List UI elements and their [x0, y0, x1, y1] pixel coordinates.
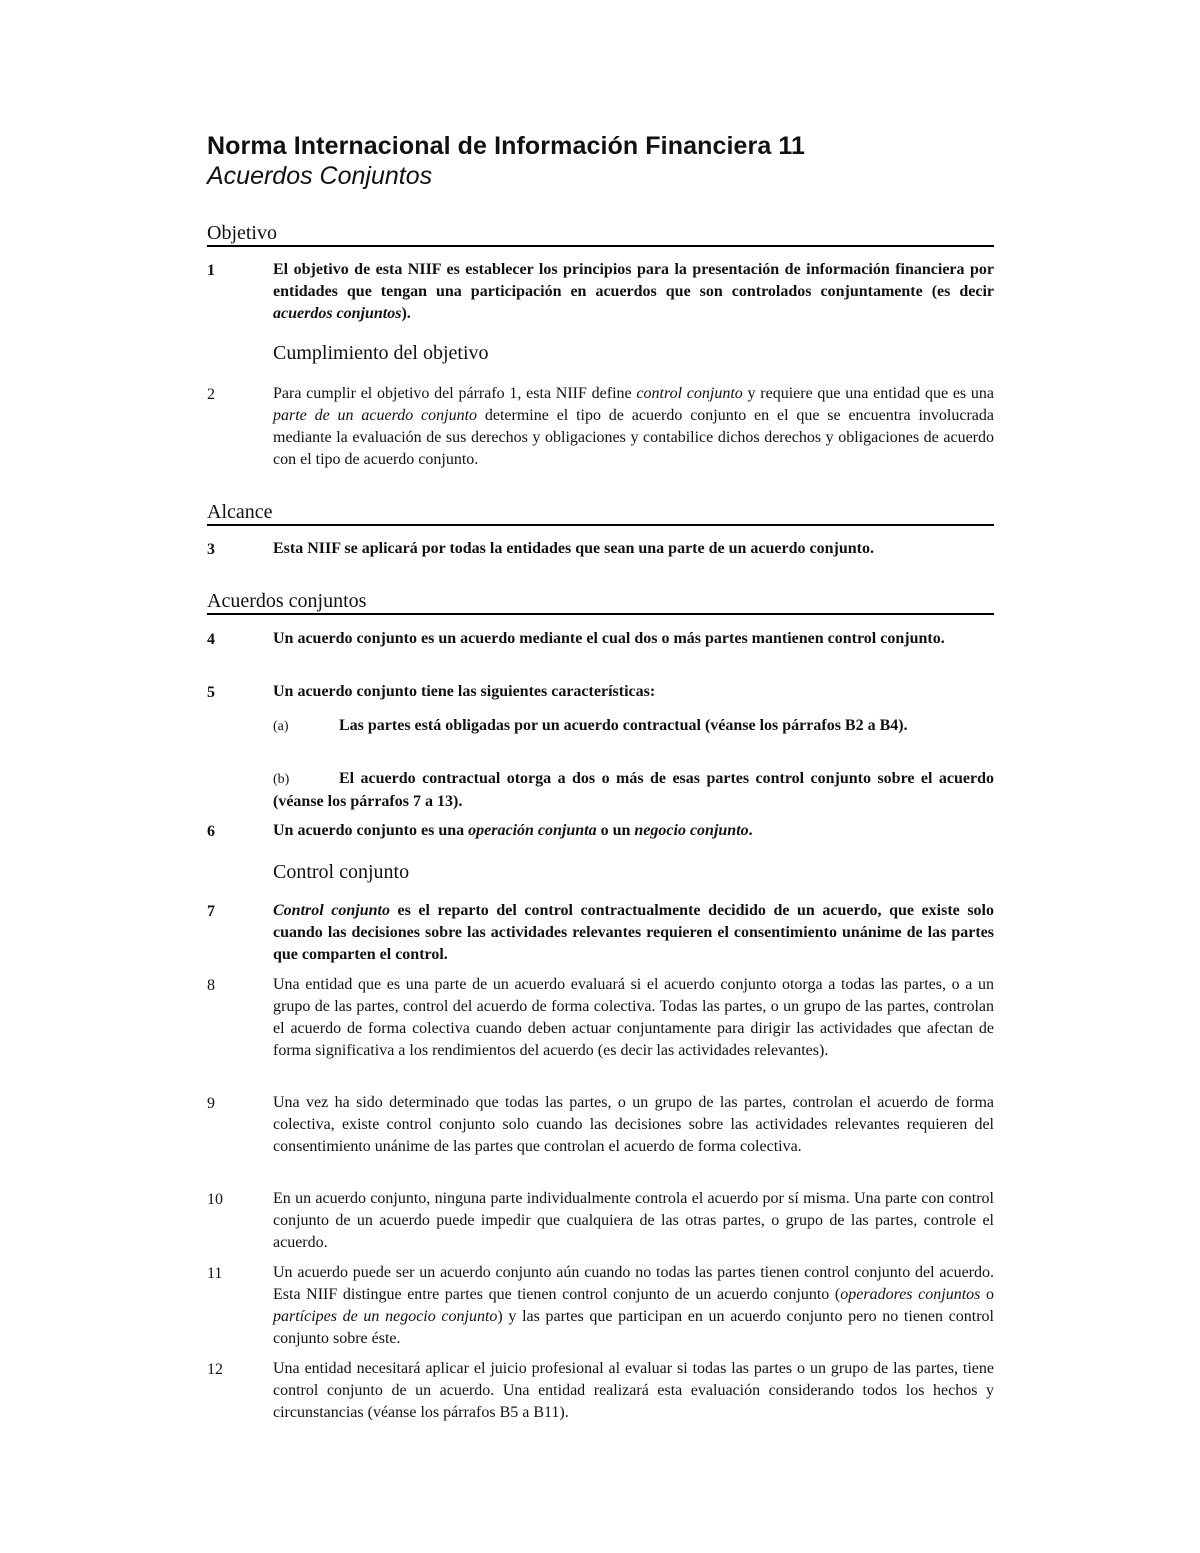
paragraph-6-text: o un [596, 822, 635, 839]
subsection-heading-cumplimiento: Cumplimiento del objetivo [273, 342, 489, 364]
paragraph-number: 8 [207, 977, 215, 994]
paragraph-1-text: El objetivo de esta NIIF es establecer los principios para la presentación de información financiera por entidades que tengan una participación en acuerdos que son controlados conjuntamente (es decir [273, 261, 994, 300]
paragraph-2-text: y requiere que una entidad que es una [742, 385, 995, 402]
paragraph-6-text-end: . [748, 822, 753, 839]
subsection-heading-control-conjunto: Control conjunto [273, 861, 410, 883]
paragraph-4: Un acuerdo conjunto es un acuerdo mediante el cual dos o más partes mantienen control conjunto. [273, 630, 945, 647]
section-heading-objetivo: Objetivo [207, 222, 994, 247]
paragraph-6 [273, 820, 994, 842]
paragraph-number: 2 [207, 386, 215, 403]
paragraph-8: Una entidad que es una parte de un acuerdo evaluará si el acuerdo conjunto otorga a todas las partes, o a un grupo de las partes, control del acuerdo de forma colectiva. Todas las partes, o un grupo de las partes, controlan el acuerdo de forma colectiva cuando deben actuar conjuntamente para dirigir las actividades que afectan de forma significativa a los rendimientos del acuerdo (es decir las actividades relevantes). [273, 976, 994, 1059]
defined-term: acuerdos conjuntos [273, 305, 402, 322]
paragraph-11-text: Un acuerdo puede ser un acuerdo conjunto aún cuando no todas las partes tienen control conjunto del acuerdo. Esta NIIF distingue entre partes que tienen control conjunto de un acuerdo conjunto ( [273, 1264, 994, 1303]
paragraph-number: 3 [207, 541, 215, 558]
paragraph-5a [273, 715, 994, 738]
paragraph-number: 5 [207, 684, 215, 701]
item-label: (b) [273, 772, 290, 787]
defined-term: negocio conjunto [634, 822, 749, 839]
document-title: Norma Internacional de Información Financiera 11 [207, 132, 806, 160]
paragraph-3: Esta NIIF se aplicará por todas la entidades que sean una parte de un acuerdo conjunto. [273, 540, 874, 557]
paragraph-5: Un acuerdo conjunto tiene las siguientes características: [273, 683, 656, 700]
paragraph-6-text: Un acuerdo conjunto es una [273, 822, 469, 839]
paragraph-11-text: o [980, 1286, 995, 1303]
item-label: (a) [273, 719, 289, 734]
defined-term: control conjunto [636, 385, 743, 402]
paragraph-number: 10 [207, 1191, 223, 1208]
paragraph-1-text-end: ). [401, 305, 411, 322]
defined-term: parte de un acuerdo conjunto [273, 407, 478, 424]
paragraph-number: 12 [207, 1361, 223, 1378]
paragraph-11 [273, 1262, 994, 1350]
paragraph-2-text: Para cumplir el objetivo del párrafo 1, esta NIIF define [273, 385, 637, 402]
paragraph-number: 7 [207, 903, 215, 920]
paragraph-7 [273, 900, 994, 966]
paragraph-9: Una vez ha sido determinado que todas las partes, o un grupo de las partes, controlan el acuerdo de forma colectiva, existe control conjunto solo cuando las decisiones sobre las actividades relevantes requieren del consentimiento unánime de las partes que controlan el acuerdo de forma colectiva. [273, 1094, 994, 1155]
paragraph-12: Una entidad necesitará aplicar el juicio profesional al evaluar si todas las partes o un grupo de las partes, tiene control conjunto de un acuerdo. Una entidad realizará esta evaluación considerando todos los hechos y circunstancias (véanse los párrafos B5 a B11). [273, 1360, 994, 1421]
item-text: Las partes está obligadas por un acuerdo contractual (véanse los párrafos B2 a B4). [339, 717, 908, 734]
section-heading-alcance: Alcance [207, 501, 994, 526]
paragraph-number: 1 [207, 262, 215, 279]
defined-term: operación conjunta [468, 822, 597, 839]
paragraph-7-text: es el reparto del control contractualmente decidido de un acuerdo, que existe solo cuando las decisiones sobre las actividades relevantes requieren el consentimiento unánime de las partes que comparten el control. [273, 902, 994, 963]
paragraph-number: 4 [207, 631, 215, 648]
paragraph-1 [273, 259, 994, 325]
paragraph-10: En un acuerdo conjunto, ninguna parte individualmente controla el acuerdo por sí misma. Una parte con control conjunto de un acuerdo puede impedir que cualquiera de las otras partes, o grupo de las partes, controle el acuerdo. [273, 1190, 994, 1251]
paragraph-number: 6 [207, 823, 215, 840]
paragraph-11-text-end: ) y las partes que participan en un acuerdo conjunto pero no tienen control conjunto sobre éste. [273, 1308, 995, 1347]
paragraph-number: 11 [207, 1265, 223, 1282]
document-subtitle: Acuerdos Conjuntos [207, 162, 433, 190]
defined-term: partícipes de un negocio conjunto [273, 1308, 498, 1325]
item-text: El acuerdo contractual otorga a dos o más de esas partes control conjunto sobre el acuerdo (véanse los párrafos 7 a 13). [273, 770, 994, 810]
defined-term: operadores conjuntos [840, 1286, 981, 1303]
paragraph-number: 9 [207, 1095, 215, 1112]
paragraph-2 [273, 383, 994, 471]
defined-term: Control conjunto [273, 902, 390, 919]
paragraph-5b [273, 768, 994, 813]
paragraph-2-text-end: determine el tipo de acuerdo conjunto en el que se encuentra involucrada mediante la evaluación de sus derechos y obligaciones y contabilice dichos derechos y obligaciones de acuerdo con el tipo de acuerdo conjunto. [273, 407, 994, 468]
section-heading-acuerdos-conjuntos: Acuerdos conjuntos [207, 590, 994, 615]
